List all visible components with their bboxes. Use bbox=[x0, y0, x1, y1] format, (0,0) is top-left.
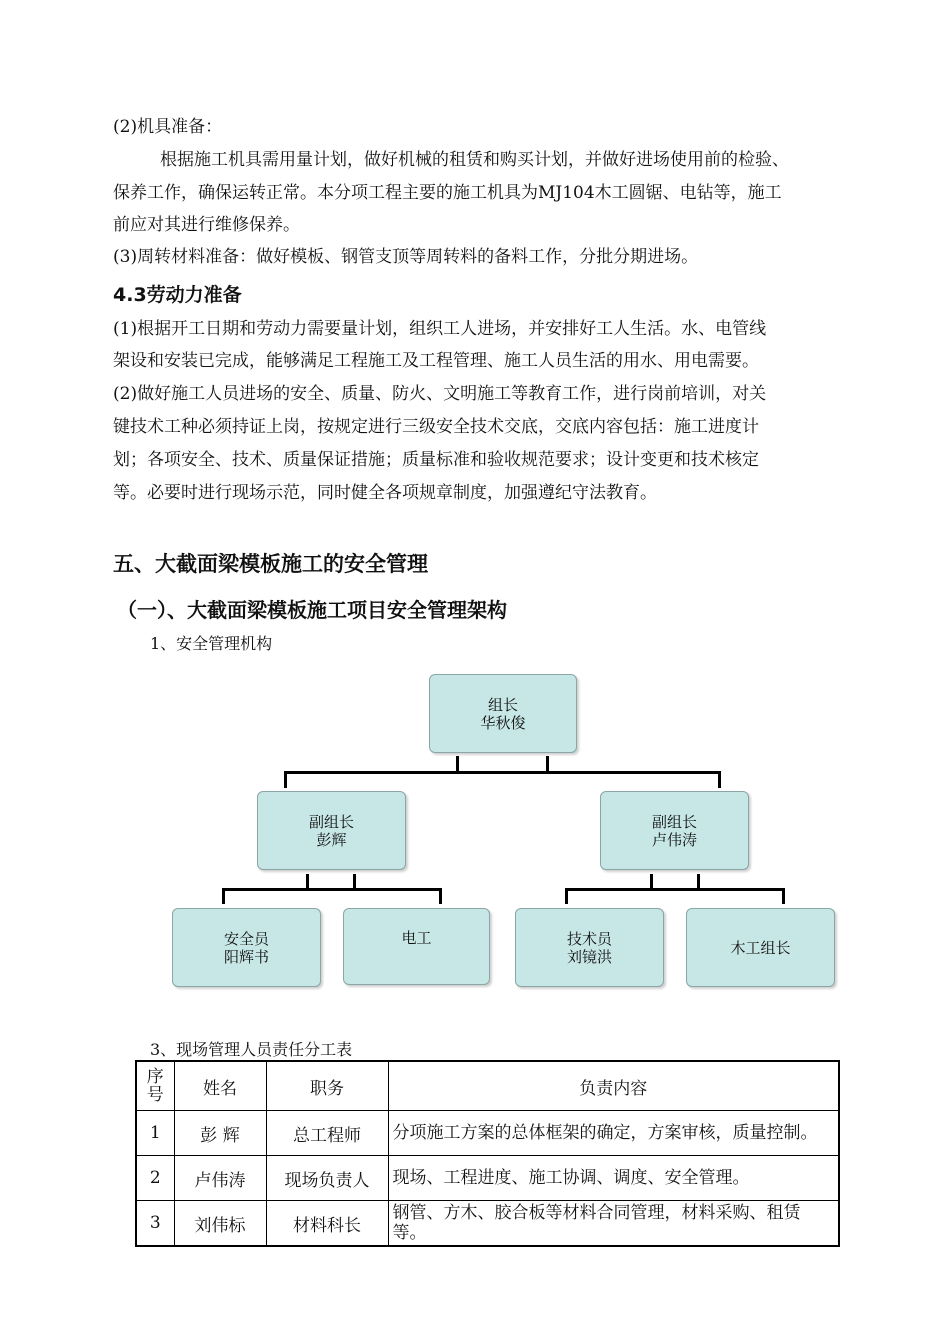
header-name: 姓名 bbox=[174, 1061, 266, 1111]
labor-p2-line-1: (2)做好施工人员进场的安全、质量、防火、文明施工等教育工作，进行岗前培训，对关 bbox=[113, 384, 767, 404]
org-node-role: 木工组长 bbox=[730, 938, 791, 957]
cell-duty: 分项施工方案的总体框架的确定，方案审核，质量控制。 bbox=[388, 1111, 839, 1156]
org-connector bbox=[718, 771, 721, 788]
labor-p1-line-1: (1)根据开工日期和劳动力需要量计划，组织工人进场，并安排好工人生活。水、电管线 bbox=[113, 319, 767, 339]
table-header-row bbox=[136, 1061, 839, 1111]
cell-duty: 现场、工程进度、施工协调、调度、安全管理。 bbox=[388, 1156, 839, 1201]
org-node-leader bbox=[429, 674, 577, 753]
org-connector bbox=[565, 888, 568, 904]
header-seq: 序号 bbox=[136, 1061, 174, 1111]
org-connector bbox=[284, 771, 287, 788]
labor-p2-line-3: 划；各项安全、技术、质量保证措施；质量标准和验收规范要求；设计变更和技术核定 bbox=[113, 450, 759, 470]
org-connector bbox=[284, 771, 721, 774]
cell-duty: 钢管、方木、胶合板等材料合同管理，材料采购、租赁等。 bbox=[388, 1201, 839, 1247]
org-node-name: 彭辉 bbox=[316, 830, 347, 849]
org-node-name: 华秋俊 bbox=[480, 713, 526, 732]
org-node-role: 电工 bbox=[401, 929, 432, 947]
org-node-name: 刘镜洪 bbox=[566, 947, 612, 966]
item3-text: (3)周转材料准备：做好模板、钢管支顶等周转料的备料工作，分批分期进场。 bbox=[113, 247, 699, 267]
org-node-deputy-right bbox=[600, 791, 749, 870]
org-connector bbox=[222, 888, 225, 904]
duty-table bbox=[135, 1060, 840, 1247]
table-row bbox=[136, 1111, 839, 1156]
cell-seq: 1 bbox=[136, 1111, 174, 1156]
cell-seq: 3 bbox=[136, 1201, 174, 1247]
org-node-safety-officer bbox=[172, 908, 321, 987]
org-node-deputy-left bbox=[257, 791, 406, 870]
cell-position: 总工程师 bbox=[266, 1111, 388, 1156]
item2-title: (2)机具准备： bbox=[113, 117, 223, 137]
org-node-electrician bbox=[343, 908, 490, 985]
labor-p2-line-2: 键技术工种必须持证上岗，按规定进行三级安全技术交底，交底内容包括：施工进度计 bbox=[113, 417, 759, 437]
org-node-role: 组长 bbox=[487, 695, 518, 714]
heading-section-5: 五、大截面梁模板施工的安全管理 bbox=[113, 552, 428, 576]
org-node-role: 安全员 bbox=[223, 929, 269, 948]
item2-line-1: 根据施工机具需用量计划，做好机械的租赁和购买计划，并做好进场使用前的检验、 bbox=[160, 150, 789, 170]
org-node-role: 技术员 bbox=[566, 929, 612, 948]
item2-line-2: 保养工作，确保运转正常。本分项工程主要的施工机具为MJ104木工圆锯、电钻等，施工 bbox=[113, 183, 782, 203]
org-node-name: 阳辉书 bbox=[223, 947, 269, 966]
item2-line-3: 前应对其进行维修保养。 bbox=[113, 215, 300, 235]
labor-p1-line-2: 架设和安装已完成，能够满足工程施工及工程管理、施工人员生活的用水、用电需要。 bbox=[113, 351, 759, 371]
org-connector bbox=[782, 888, 785, 904]
org-node-name: 卢伟涛 bbox=[651, 830, 697, 849]
org-connector bbox=[565, 888, 785, 891]
labor-p2-line-4: 等。必要时进行现场示范，同时健全各项规章制度，加强遵纪守法教育。 bbox=[113, 483, 657, 503]
org-node-carpentry-leader bbox=[686, 908, 835, 987]
org-connector bbox=[222, 888, 442, 891]
table-caption: 3、现场管理人员责任分工表 bbox=[150, 1040, 353, 1059]
org-node-technician bbox=[515, 908, 664, 987]
table-row bbox=[136, 1201, 839, 1247]
table-row bbox=[136, 1156, 839, 1201]
org-caption: 1、安全管理机构 bbox=[150, 634, 273, 653]
cell-name: 卢伟涛 bbox=[174, 1156, 266, 1201]
cell-seq: 2 bbox=[136, 1156, 174, 1201]
org-node-role: 副组长 bbox=[651, 812, 697, 831]
org-node-role: 副组长 bbox=[308, 812, 354, 831]
cell-position: 材料科长 bbox=[266, 1201, 388, 1247]
org-connector bbox=[439, 888, 442, 904]
header-duty: 负责内容 bbox=[388, 1061, 839, 1111]
cell-name: 彭 辉 bbox=[174, 1111, 266, 1156]
cell-name: 刘伟标 bbox=[174, 1201, 266, 1247]
header-position: 职务 bbox=[266, 1061, 388, 1111]
heading-safety-structure: （一）、大截面梁模板施工项目安全管理架构 bbox=[117, 598, 507, 622]
heading-4-3: 4.3劳动力准备 bbox=[113, 284, 242, 306]
cell-position: 现场负责人 bbox=[266, 1156, 388, 1201]
